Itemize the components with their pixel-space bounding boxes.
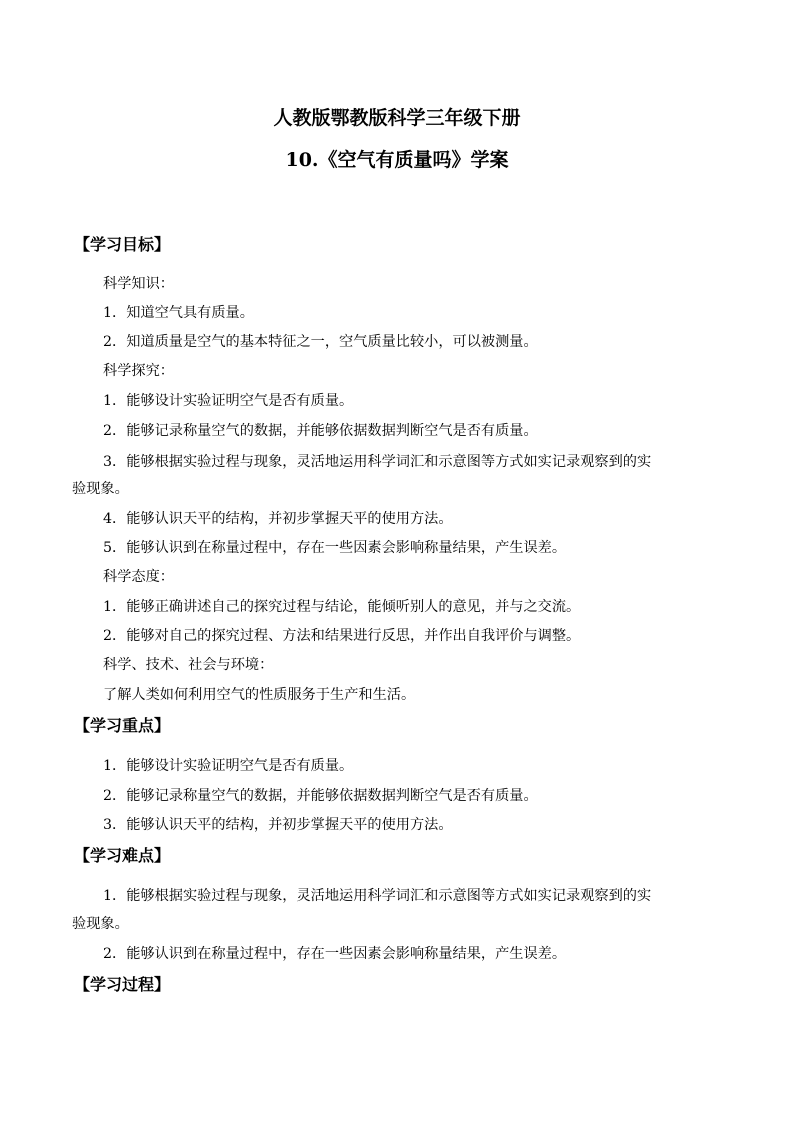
attitude-label: 科学态度： — [103, 569, 174, 585]
difficulties-heading: 【学习难点】 — [74, 846, 171, 865]
goals-heading: 【学习目标】 — [74, 235, 171, 254]
stse-label: 科学、技术、社会与环境： — [103, 657, 274, 673]
key-point-item: 2．能够记录称量空气的数据，并能够依据数据判断空气是否有质量。 — [103, 788, 538, 804]
difficulty-item: 2．能够认识到在称量过程中，存在一些因素会影响称量结果，产生误差。 — [103, 946, 567, 962]
inquiry-item: 2．能够记录称量空气的数据，并能够依据数据判断空气是否有质量。 — [103, 423, 538, 439]
key-point-item: 1．能够设计实验证明空气是否有质量。 — [103, 758, 354, 774]
inquiry-item: 3．能够根据实验过程与现象，灵活地运用科学词汇和示意图等方式如实记录观察到的实 — [103, 454, 652, 470]
knowledge-item: 2．知道质量是空气的基本特征之一，空气质量比较小，可以被测量。 — [103, 334, 538, 350]
stse-item: 了解人类如何利用空气的性质服务于生产和生活。 — [103, 687, 416, 703]
difficulty-item-continued: 验现象。 — [72, 916, 129, 932]
inquiry-label: 科学探究： — [103, 363, 174, 379]
inquiry-item: 1．能够设计实验证明空气是否有质量。 — [103, 393, 354, 409]
inquiry-item: 4．能够认识天平的结构，并初步掌握天平的使用方法。 — [103, 511, 453, 527]
knowledge-label: 科学知识： — [103, 276, 174, 292]
document-subtitle: 10.《空气有质量吗》学案 — [285, 149, 509, 171]
inquiry-item: 5．能够认识到在称量过程中，存在一些因素会影响称量结果，产生误差。 — [103, 540, 567, 556]
attitude-item: 1．能够正确讲述自己的探究过程与结论，能倾听别人的意见，并与之交流。 — [103, 599, 581, 615]
attitude-item: 2．能够对自己的探究过程、方法和结果进行反思，并作出自我评价与调整。 — [103, 628, 581, 644]
key-point-item: 3．能够认识天平的结构，并初步掌握天平的使用方法。 — [103, 817, 453, 833]
knowledge-item: 1．知道空气具有质量。 — [103, 305, 254, 321]
key-points-heading: 【学习重点】 — [74, 716, 171, 735]
document-title: 人教版鄂教版科学三年级下册 — [273, 107, 521, 129]
process-heading: 【学习过程】 — [74, 975, 171, 994]
difficulty-item: 1．能够根据实验过程与现象，灵活地运用科学词汇和示意图等方式如实记录观察到的实 — [103, 888, 652, 904]
inquiry-item-continued: 验现象。 — [72, 481, 129, 497]
